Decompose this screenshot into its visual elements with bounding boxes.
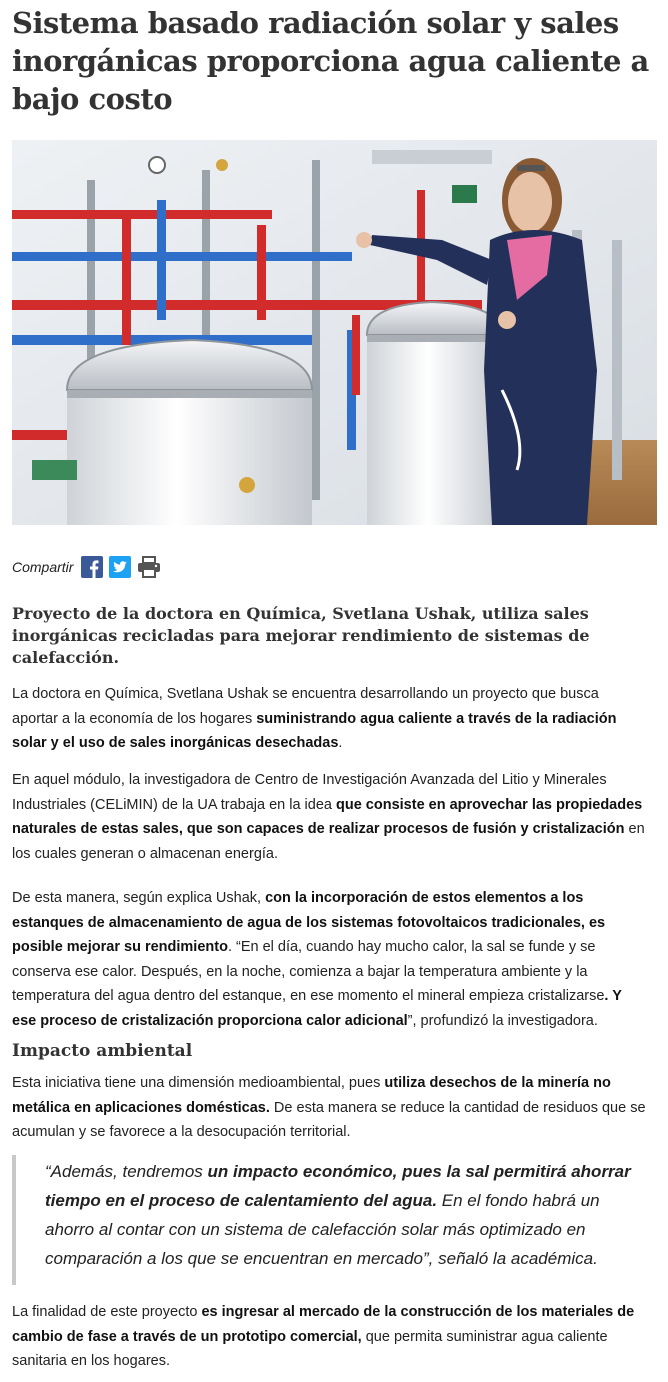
article-title: Sistema basado radiación solar y sales inorgánicas proporciona agua caliente a bajo costo [12, 6, 649, 116]
paragraph-1 [12, 682, 648, 756]
paragraph-3 [12, 886, 648, 1033]
paragraph-2-text-a: En aquel módulo, la investigadora de Centro de Investigación Avanzada del Litio y Minerales Industriales (CELiMIN) de la UA trabaja en la idea [12, 772, 607, 813]
paragraph-5-text-a: La finalidad de este proyecto [12, 1304, 202, 1320]
paragraph-5-text-b: que permita suministrar agua caliente sanitaria en los hogares. [12, 1328, 608, 1369]
pull-quote [12, 1155, 646, 1285]
paragraph-4-bold-a: utiliza desechos de la minería no metálica en aplicaciones domésticas. [12, 1075, 611, 1116]
paragraph-3-bold-b: . Y ese proceso de cristalización proporciona calor adicional [12, 988, 622, 1029]
paragraph-5-bold-a: es ingresar al mercado de la construcción de los materiales de cambio de fase a través de un prototipo comercial, [12, 1304, 635, 1345]
section-heading: Impacto ambiental [12, 1041, 193, 1061]
paragraph-1-text-a: La doctora en Química, Svetlana Ushak se encuentra desarrollando un proyecto que busca aportar a la economía de los hogares [12, 686, 599, 727]
quote-text-b: En el fondo habrá un ahorro al contar con un sistema de calefacción solar más optimizado en comparación a los que se encuentran en mercado” [45, 1191, 600, 1268]
paragraph-2-text-b: en los cuales generan o almacenan energía. [12, 821, 645, 862]
quote-bold-a: un impacto económico, pues la sal permitirá ahorrar tiempo en el proceso de calentamiento del agua. [45, 1162, 631, 1210]
quote-attribution: , señaló la académica. [428, 1249, 598, 1268]
facebook-icon[interactable] [81, 556, 103, 578]
paragraph-2 [12, 768, 648, 866]
twitter-icon[interactable] [109, 556, 131, 578]
paragraph-3-text-b: . “En el día, cuando hay mucho calor, la sal se funde y se conserva ese calor. Después, en la noche, comienza a bajar la temperatura ambiente y la temperatura del agua dentro del estanque, en ese momento el mineral empieza cristalizarse [12, 939, 605, 1004]
paragraph-4 [12, 1071, 648, 1145]
paragraph-3-text-c: ”, profundizó la investigadora. [407, 1012, 598, 1029]
share-bar [12, 554, 165, 580]
paragraph-4-text-a: Esta iniciativa tiene una dimensión medioambiental, pues [12, 1075, 385, 1091]
pull-quote-text [45, 1155, 646, 1273]
paragraph-3-text-a: De esta manera, según explica Ushak, [12, 890, 266, 906]
paragraph-2-bold-a: que consiste en aprovechar las propiedades naturales de estas sales, que son capaces de realizar procesos de fusión y cristalización [12, 796, 643, 837]
paragraph-4-text-b: De esta manera se reduce la cantidad de residuos que se acumulan y se favorece a la desocupación territorial. [12, 1099, 646, 1140]
article-photo [12, 140, 657, 525]
photo-illustration [12, 140, 657, 525]
paragraph-5 [12, 1300, 648, 1374]
paragraph-3-bold-a: con la incorporación de estos elementos a los estanques de almacenamiento de agua de los sistemas fotovoltaicos tradicionales, es posible mejorar su rendimiento [12, 890, 606, 955]
share-label: Compartir [12, 559, 74, 575]
print-icon[interactable] [137, 556, 159, 578]
paragraph-1-bold-a: suministrando agua caliente a través de la radiación solar y el uso de sales inorgánicas desechadas [12, 710, 617, 751]
article-lead: Proyecto de la doctora en Química, Svetlana Ushak, utiliza sales inorgánicas recicladas para mejorar rendimiento de sistemas de calefacción. [12, 604, 590, 667]
paragraph-1-text-b: . [338, 735, 343, 751]
quote-text-a: “Además, tendremos [45, 1162, 208, 1181]
